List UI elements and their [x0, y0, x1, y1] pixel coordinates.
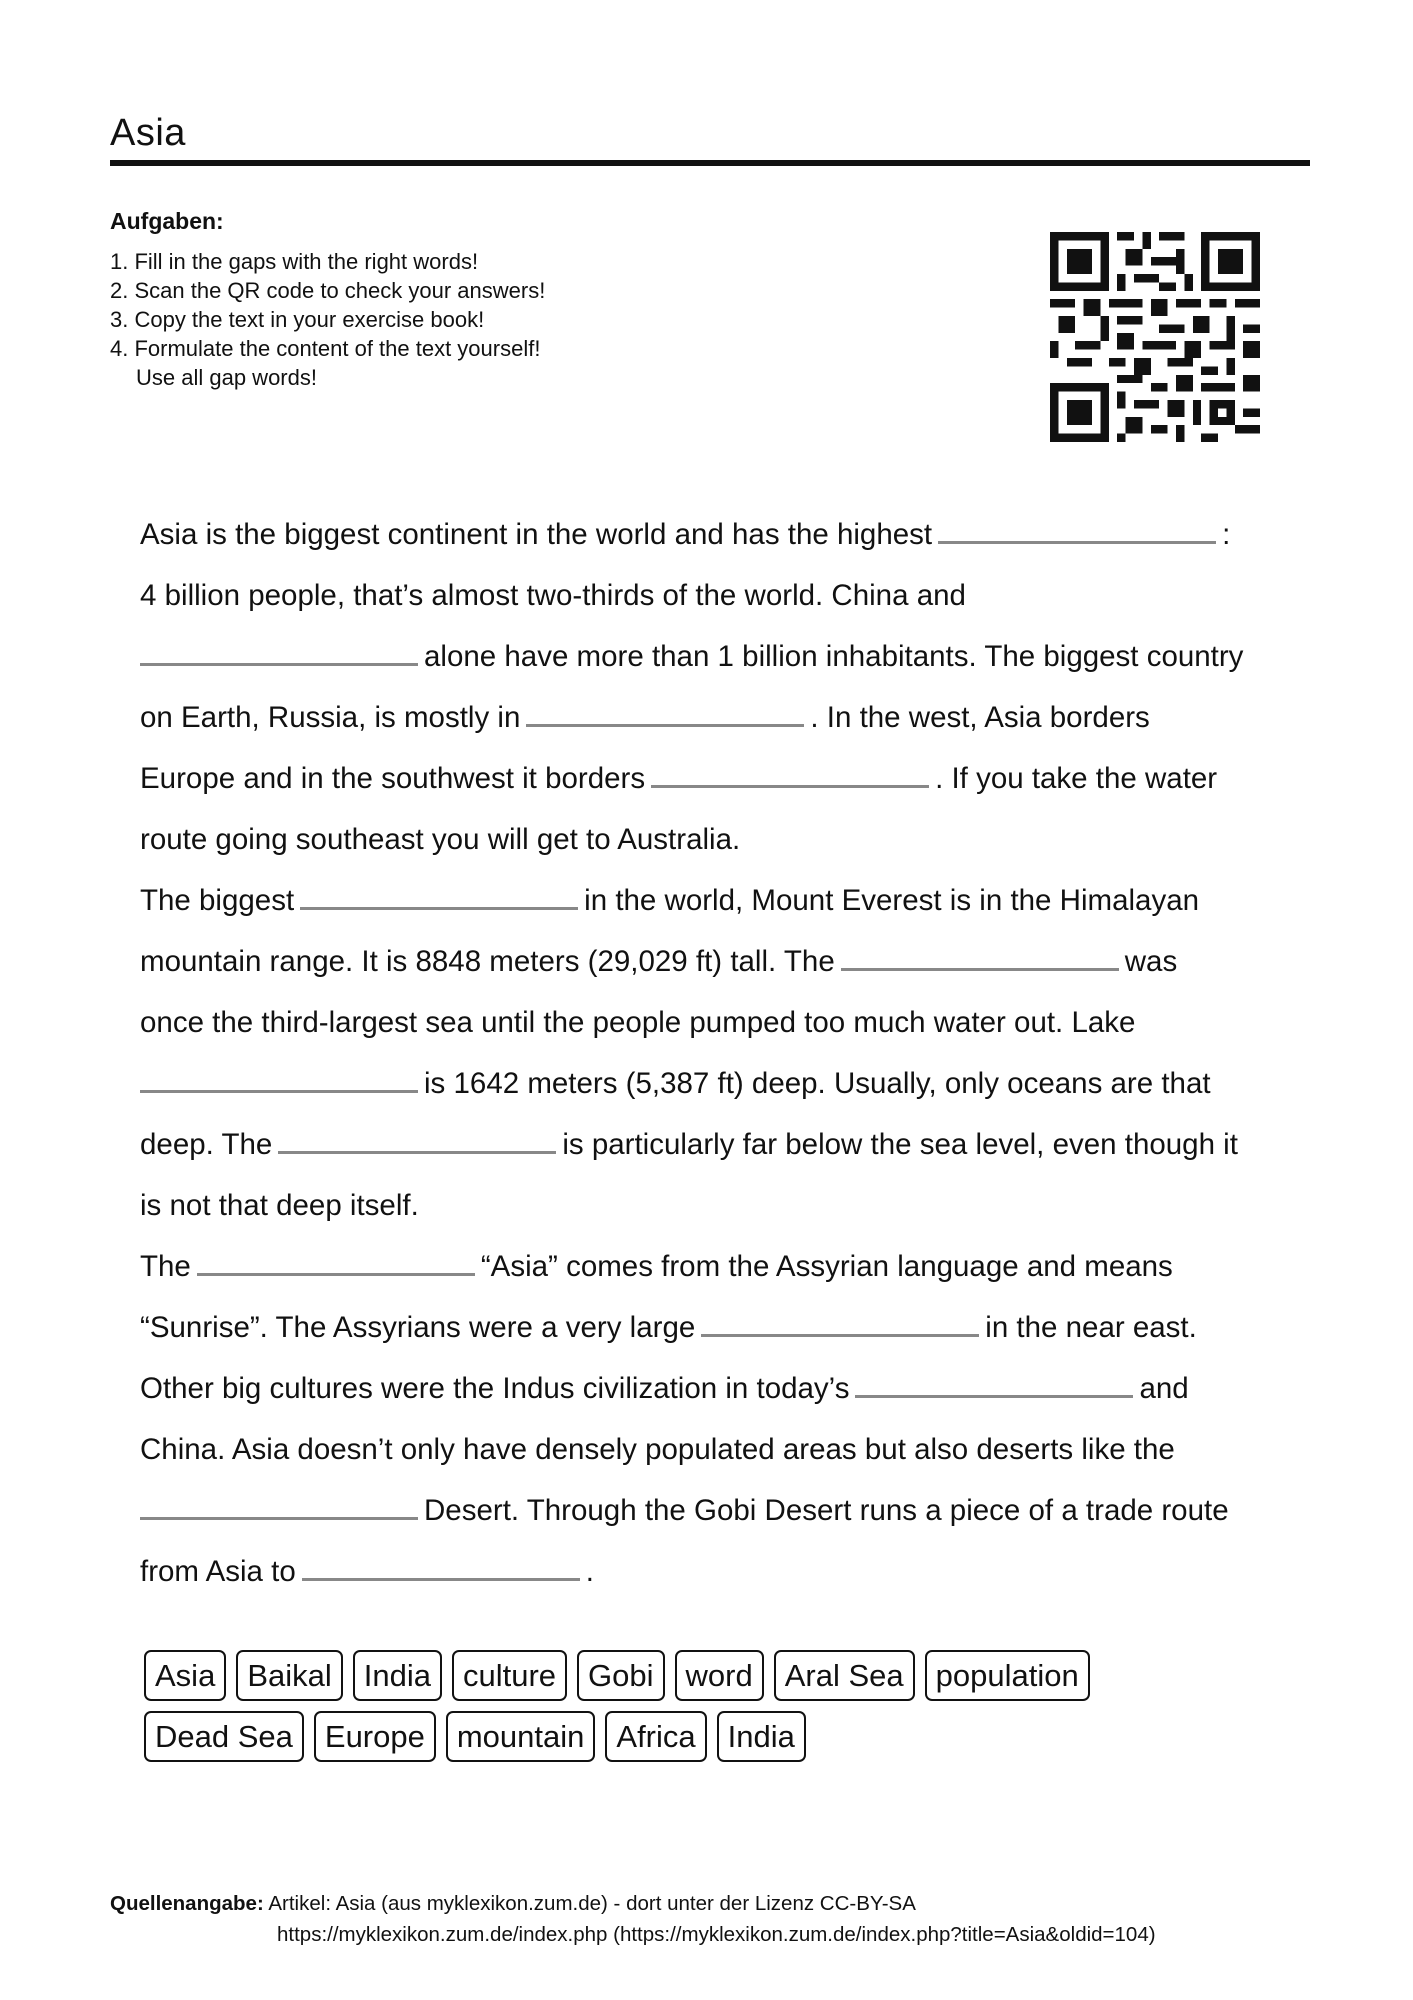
gap-blank[interactable] — [651, 759, 929, 788]
gap-blank[interactable] — [300, 881, 578, 910]
word-chip[interactable]: Asia — [144, 1650, 226, 1701]
gap-blank[interactable] — [140, 637, 418, 666]
text-segment: is 1642 meters (5,387 ft) deep. Usually, only oceans are that — [424, 1067, 1211, 1100]
text-segment: route going southeast you will get to Australia. — [140, 823, 741, 856]
text-segment: in the world, Mount Everest is in the Himalayan — [584, 884, 1200, 917]
text-segment: 4 billion people, that’s almost two-thirds of the world. China and — [140, 579, 966, 612]
word-chip[interactable]: culture — [452, 1650, 567, 1701]
title-divider — [110, 160, 1310, 166]
qr-code-icon[interactable] — [1050, 232, 1260, 442]
text-segment: : — [1222, 518, 1231, 551]
task-item: Use all gap words! — [136, 365, 317, 390]
gap-blank[interactable] — [140, 1491, 418, 1520]
text-segment: deep. The — [140, 1128, 273, 1161]
text-segment: once the third-largest sea until the people pumped too much water out. Lake — [140, 1006, 1136, 1039]
tasks-heading: Aufgaben: — [110, 208, 224, 234]
word-chip[interactable]: Baikal — [236, 1650, 342, 1701]
text-segment: mountain range. It is 8848 meters (29,029 ft) tall. The — [140, 945, 835, 978]
gap-blank[interactable] — [197, 1247, 475, 1276]
word-chip[interactable]: Aral Sea — [774, 1650, 915, 1701]
gap-blank[interactable] — [140, 1064, 418, 1093]
word-chip[interactable]: India — [353, 1650, 442, 1701]
gap-blank[interactable] — [526, 698, 804, 727]
text-segment: The biggest — [140, 884, 295, 917]
text-segment: “Sunrise”. The Assyrians were a very large — [140, 1311, 696, 1344]
text-segment: and — [1139, 1372, 1189, 1405]
word-chip[interactable]: word — [675, 1650, 764, 1701]
gap-blank[interactable] — [855, 1369, 1133, 1398]
task-item: 1. Fill in the gaps with the right words! — [110, 249, 479, 274]
source-line: Artikel: Asia (aus myklexikon.zum.de) - dort unter der Lizenz CC-BY-SA — [268, 1892, 916, 1915]
text-segment: in the near east. — [985, 1311, 1197, 1344]
word-chip[interactable]: Africa — [605, 1711, 706, 1762]
source-url[interactable]: https://myklexikon.zum.de/index.php (https://myklexikon.zum.de/index.php?title=Asia&oldid=104) — [277, 1923, 1156, 1946]
source-label: Quellenangabe: — [110, 1892, 264, 1915]
gap-blank[interactable] — [841, 942, 1119, 971]
text-segment: China. Asia doesn’t only have densely populated areas but also deserts like the — [140, 1433, 1175, 1466]
text-segment: . If you take the water — [935, 762, 1218, 795]
word-bank-row — [144, 1650, 1144, 1701]
word-chip[interactable]: population — [925, 1650, 1090, 1701]
word-chip[interactable]: India — [717, 1711, 806, 1762]
gap-blank[interactable] — [278, 1125, 556, 1154]
text-segment: on Earth, Russia, is mostly in — [140, 701, 521, 734]
word-chip[interactable]: Dead Sea — [144, 1711, 304, 1762]
text-segment: Europe and in the southwest it borders — [140, 762, 646, 795]
task-list — [110, 247, 545, 392]
text-segment: was — [1124, 945, 1178, 978]
word-chip[interactable]: Europe — [314, 1711, 436, 1762]
gap-blank[interactable] — [302, 1552, 580, 1581]
word-chip[interactable]: mountain — [446, 1711, 596, 1762]
text-segment: “Asia” comes from the Assyrian language and means — [480, 1250, 1173, 1283]
text-segment: alone have more than 1 billion inhabitants. The biggest country — [424, 640, 1244, 673]
task-item: 4. Formulate the content of the text yourself! — [110, 336, 541, 361]
text-segment: is not that deep itself. — [140, 1189, 419, 1222]
source-citation — [110, 1888, 1156, 1950]
text-segment: is particularly far below the sea level, even though it — [562, 1128, 1238, 1161]
gap-blank[interactable] — [701, 1308, 979, 1337]
text-segment: from Asia to — [140, 1555, 296, 1588]
text-segment: The — [140, 1250, 191, 1283]
text-segment: . In the west, Asia borders — [810, 701, 1150, 734]
word-chip[interactable]: Gobi — [577, 1650, 664, 1701]
word-bank-row — [144, 1711, 1144, 1762]
task-item: 2. Scan the QR code to check your answers! — [110, 278, 546, 303]
text-segment: Other big cultures were the Indus civilization in today’s — [140, 1372, 850, 1405]
task-item: 3. Copy the text in your exercise book! — [110, 307, 485, 332]
text-segment: Desert. Through the Gobi Desert runs a piece of a trade route — [424, 1494, 1229, 1527]
text-segment: . — [585, 1555, 594, 1588]
word-bank — [144, 1650, 1144, 1772]
page-title: Asia — [110, 112, 186, 154]
gap-blank[interactable] — [938, 515, 1216, 544]
gap-text — [140, 510, 1280, 1608]
text-segment: Asia is the biggest continent in the world and has the highest — [140, 518, 933, 551]
